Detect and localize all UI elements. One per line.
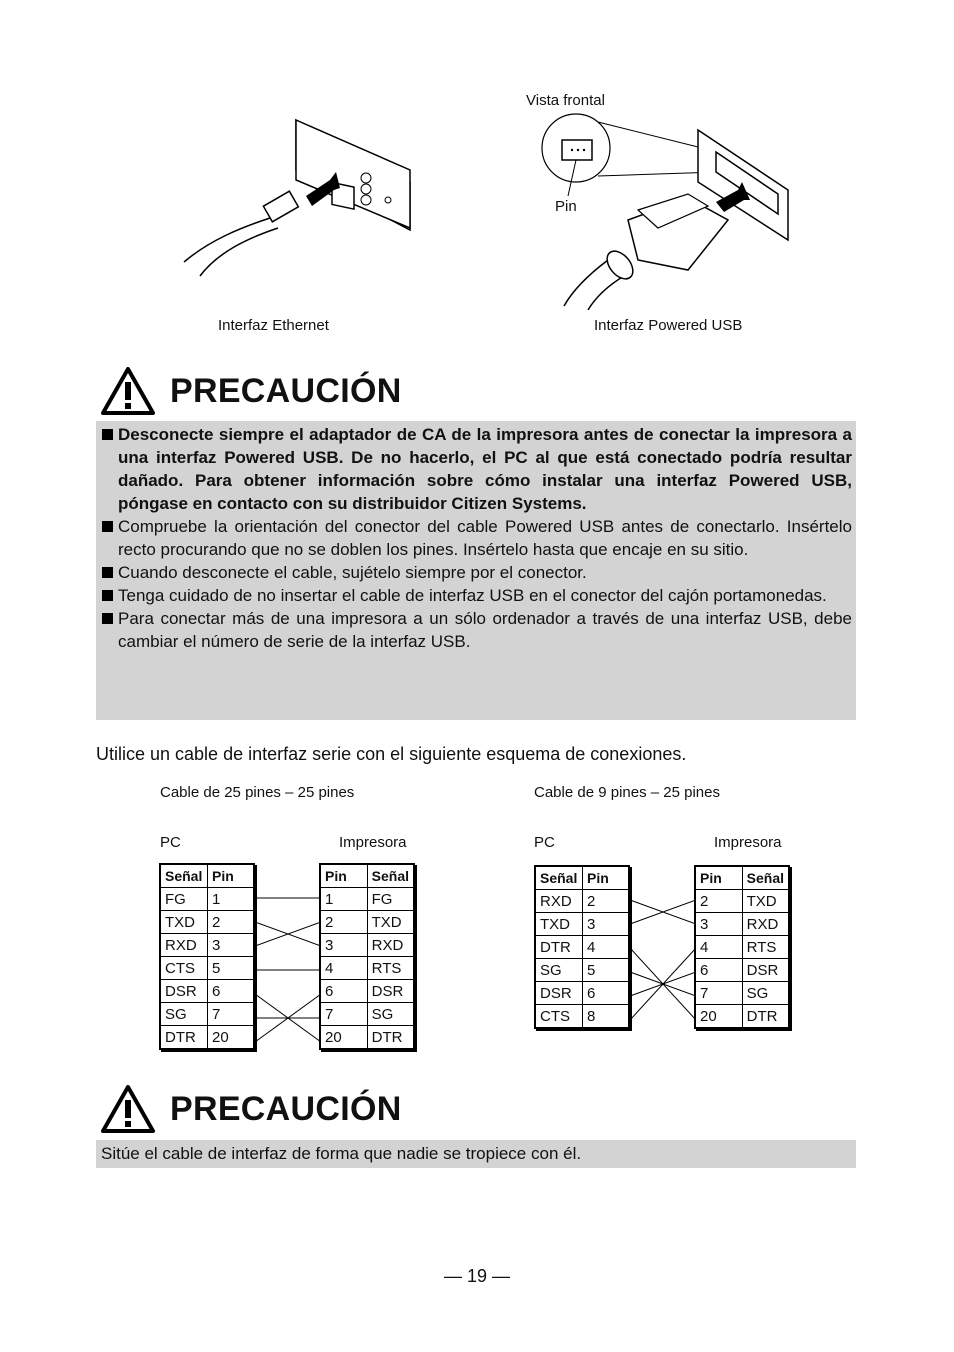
signal-cell: FG: [160, 888, 208, 911]
signal-cell: FG: [367, 888, 414, 911]
caution-box-2: [96, 1140, 856, 1168]
pin-cell: 20: [320, 1026, 367, 1050]
col-header: Señal: [742, 866, 789, 890]
intro-text: Utilice un cable de interfaz serie con el siguiente esquema de conexiones.: [96, 744, 687, 764]
caution-title: PRECAUCIÓN: [170, 371, 402, 410]
table-row: [320, 957, 414, 980]
table-row: [535, 890, 629, 913]
warning-icon: [100, 1084, 156, 1134]
pin-cell: 5: [583, 959, 630, 982]
cable25-printer-table: [319, 863, 415, 1050]
pin-cell: 4: [320, 957, 367, 980]
table-row: [160, 911, 254, 934]
signal-cell: RXD: [535, 890, 583, 913]
table-row: [535, 982, 629, 1005]
signal-cell: SG: [160, 1003, 208, 1026]
signal-cell: CTS: [535, 1005, 583, 1029]
col-header: Pin: [208, 864, 255, 888]
pin-cell: 2: [695, 890, 742, 913]
caution-text: Sitúe el cable de interfaz de forma que nadie se tropiece con él.: [101, 1144, 582, 1163]
table-row: [320, 1026, 414, 1050]
usb-figure: [538, 110, 818, 310]
table-row: [160, 980, 254, 1003]
signal-cell: DTR: [535, 936, 583, 959]
signal-cell: SG: [535, 959, 583, 982]
caution-box-1: [96, 421, 856, 720]
cable25-title: Cable de 25 pines – 25 pines: [160, 784, 355, 801]
pin-cell: 1: [208, 888, 255, 911]
cable9-pc-table: [534, 865, 630, 1029]
signal-cell: SG: [742, 982, 789, 1005]
caution-heading-2: [100, 1084, 402, 1134]
usb-caption: Interfaz Powered USB: [594, 317, 743, 334]
signal-cell: DSR: [535, 982, 583, 1005]
signal-cell: DSR: [742, 959, 789, 982]
table-row: [160, 1026, 254, 1050]
pin-cell: 7: [208, 1003, 255, 1026]
cable9-printer-table: [694, 865, 790, 1029]
col-header: Señal: [160, 864, 208, 888]
table-row: [320, 911, 414, 934]
signal-cell: DSR: [367, 980, 414, 1003]
table-row: [695, 982, 789, 1005]
table-row: [320, 888, 414, 911]
table-row: [695, 890, 789, 913]
pin-cell: 6: [208, 980, 255, 1003]
pin-label: Pin: [555, 198, 577, 215]
col-header: Señal: [367, 864, 414, 888]
signal-cell: TXD: [367, 911, 414, 934]
pin-cell: 3: [583, 913, 630, 936]
signal-cell: RTS: [742, 936, 789, 959]
caution-item: Desconecte siempre el adaptador de CA de la impresora antes de conectar la impresora a una interfaz Powered USB. De no hacerlo, el PC al que está conectado podría resultar dañado. Para obtener información sobre cómo instalar una interfaz Powered USB, póngase en contacto con su distribuidor Citizen Systems.: [100, 423, 852, 515]
table-row: [535, 936, 629, 959]
table-row: [695, 936, 789, 959]
ethernet-caption: Interfaz Ethernet: [218, 317, 329, 334]
pin-cell: 4: [583, 936, 630, 959]
cable25-pc-label: PC: [160, 834, 181, 851]
pin-cell: 20: [208, 1026, 255, 1050]
signal-cell: DTR: [742, 1005, 789, 1029]
signal-cell: RTS: [367, 957, 414, 980]
warning-icon: [100, 366, 156, 416]
caution-item: Tenga cuidado de no insertar el cable de interfaz USB en el conector del cajón portamonedas.: [100, 584, 852, 607]
pin-cell: 6: [695, 959, 742, 982]
pin-cell: 3: [320, 934, 367, 957]
table-row: [695, 913, 789, 936]
col-header: Pin: [583, 866, 630, 890]
signal-cell: CTS: [160, 957, 208, 980]
signal-cell: DTR: [367, 1026, 414, 1050]
pin-cell: 7: [320, 1003, 367, 1026]
table-row: [535, 1005, 629, 1029]
cable9-wiring: [630, 865, 696, 1033]
cable25-wiring: [255, 863, 321, 1055]
caution-item: Para conectar más de una impresora a un sólo ordenador a través de una interfaz USB, debe cambiar el número de serie de la interfaz USB.: [100, 607, 852, 653]
pin-cell: 2: [320, 911, 367, 934]
pin-cell: 20: [695, 1005, 742, 1029]
vista-frontal-label: Vista frontal: [526, 92, 605, 109]
pin-cell: 4: [695, 936, 742, 959]
cable25-printer-label: Impresora: [339, 834, 407, 851]
signal-cell: SG: [367, 1003, 414, 1026]
pin-cell: 3: [208, 934, 255, 957]
ethernet-figure: [170, 110, 430, 290]
pin-cell: 3: [695, 913, 742, 936]
cable9-printer-label: Impresora: [714, 834, 782, 851]
table-row: [535, 959, 629, 982]
pin-cell: 5: [208, 957, 255, 980]
cable9-title: Cable de 9 pines – 25 pines: [534, 784, 720, 801]
signal-cell: TXD: [535, 913, 583, 936]
signal-cell: RXD: [367, 934, 414, 957]
pin-cell: 1: [320, 888, 367, 911]
caution-heading-1: [100, 366, 402, 416]
table-row: [535, 913, 629, 936]
caution-title: PRECAUCIÓN: [170, 1089, 402, 1128]
table-row: [320, 934, 414, 957]
cable9-pc-label: PC: [534, 834, 555, 851]
signal-cell: TXD: [160, 911, 208, 934]
table-row: [160, 1003, 254, 1026]
table-row: [160, 934, 254, 957]
caution-item: Compruebe la orientación del conector del cable Powered USB antes de conectarlo. Insértelo recto procurando que no se doblen los pines. Insértelo hasta que encaje en su sitio.: [100, 515, 852, 561]
signal-cell: RXD: [742, 913, 789, 936]
table-row: [320, 1003, 414, 1026]
signal-cell: DSR: [160, 980, 208, 1003]
pin-cell: 6: [320, 980, 367, 1003]
pin-cell: 8: [583, 1005, 630, 1029]
table-row: [695, 1005, 789, 1029]
caution-item: Cuando desconecte el cable, sujételo siempre por el conector.: [100, 561, 852, 584]
table-row: [695, 959, 789, 982]
signal-cell: DTR: [160, 1026, 208, 1050]
signal-cell: TXD: [742, 890, 789, 913]
table-row: [160, 957, 254, 980]
cable25-pc-table: [159, 863, 255, 1050]
page-number: — 19 —: [443, 1266, 511, 1286]
pin-cell: 2: [208, 911, 255, 934]
pin-cell: 2: [583, 890, 630, 913]
pin-cell: 7: [695, 982, 742, 1005]
table-row: [320, 980, 414, 1003]
table-row: [160, 888, 254, 911]
signal-cell: RXD: [160, 934, 208, 957]
col-header: Señal: [535, 866, 583, 890]
pin-cell: 6: [583, 982, 630, 1005]
col-header: Pin: [320, 864, 367, 888]
col-header: Pin: [695, 866, 742, 890]
